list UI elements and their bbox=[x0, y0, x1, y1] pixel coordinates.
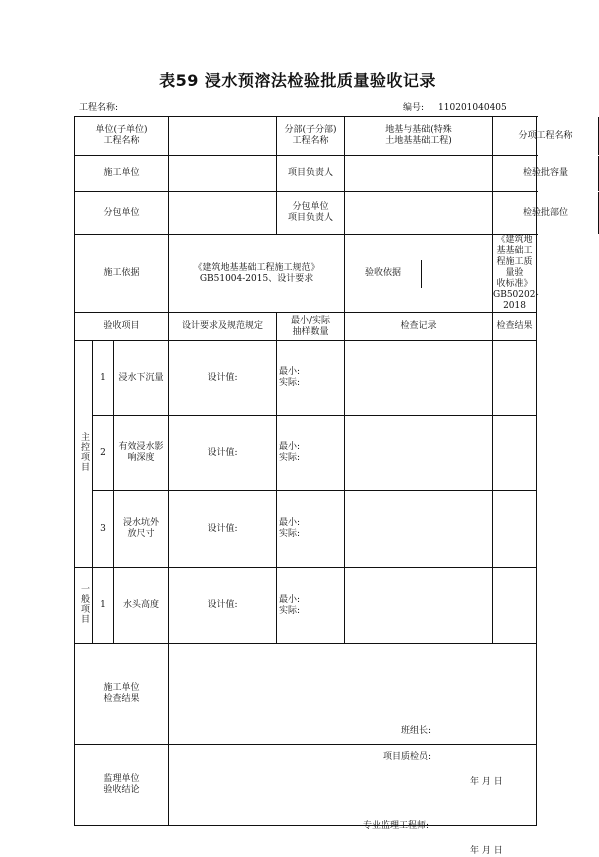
constructor-label: 施工单位 bbox=[75, 156, 169, 192]
col-requirement: 设计要求及规范规定 bbox=[169, 313, 277, 341]
subdivision-name-label: 分部(子分部) 工程名称 bbox=[277, 117, 345, 156]
item-name-cell bbox=[493, 117, 599, 155]
sample-count[interactable]: 最小: 实际: bbox=[277, 416, 345, 491]
code-value: 110201040405 bbox=[438, 103, 507, 113]
col-sample: 最小/实际 抽样数量 bbox=[277, 313, 345, 341]
sub-lead-value[interactable] bbox=[345, 192, 493, 235]
project-name-label: 工程名称: bbox=[79, 103, 119, 113]
supervision-date: 年 月 日 bbox=[470, 846, 503, 856]
unit-name-value[interactable] bbox=[169, 117, 277, 156]
main-control-label: 主控项目 bbox=[75, 341, 93, 568]
check-record[interactable] bbox=[345, 416, 493, 491]
row-item-name: 浸水下沉量 bbox=[114, 341, 169, 416]
info-row-basis bbox=[75, 235, 537, 313]
supervision-check-label: 监理单位 验收结论 bbox=[75, 745, 169, 826]
table-row bbox=[75, 491, 537, 568]
item-name-label: 分项工程名称 bbox=[493, 117, 599, 155]
row-number: 1 bbox=[93, 341, 114, 416]
batch-capacity-cell bbox=[493, 156, 599, 191]
project-lead-value[interactable] bbox=[345, 156, 493, 192]
info-row-unit bbox=[75, 117, 537, 156]
acceptance-basis-value bbox=[422, 260, 493, 288]
construction-check-label: 施工单位 检查结果 bbox=[75, 644, 169, 745]
construction-check-area[interactable] bbox=[169, 644, 537, 787]
table-row bbox=[75, 416, 537, 491]
col-item: 验收项目 bbox=[75, 313, 169, 341]
check-record[interactable] bbox=[345, 568, 493, 644]
design-value[interactable]: 设计值: bbox=[169, 491, 277, 568]
info-row-constructor bbox=[75, 156, 537, 192]
check-result[interactable] bbox=[493, 491, 537, 568]
batch-part-cell bbox=[493, 192, 599, 234]
sample-count[interactable]: 最小: 实际: bbox=[277, 341, 345, 416]
subcontractor-value[interactable] bbox=[169, 192, 277, 235]
check-result[interactable] bbox=[493, 568, 537, 644]
check-result[interactable] bbox=[493, 416, 537, 491]
basis-value: 《建筑地基基础工程施工规范》 GB51004-2015、设计要求 bbox=[169, 235, 345, 313]
supervision-check-row bbox=[75, 745, 537, 826]
acceptance-basis-value-text: 《建筑地基基础工程施工质量验 收标准》GB50202-2018 bbox=[493, 235, 539, 311]
acceptance-basis-label: 验收依据 bbox=[345, 260, 422, 288]
subdivision-name-value: 地基与基础(特殊 土地基基础工程) bbox=[345, 117, 493, 156]
page-title: 表59 浸水预溶法检验批质量验收记录 bbox=[159, 71, 436, 90]
project-lead-label: 项目负责人 bbox=[277, 156, 345, 192]
table-row bbox=[75, 341, 537, 416]
code-label: 编号: bbox=[403, 103, 425, 113]
row-item-name: 浸水坑外 放尺寸 bbox=[114, 491, 169, 568]
sample-count[interactable]: 最小: 实际: bbox=[277, 491, 345, 568]
batch-part-label: 检验批部位 bbox=[493, 192, 599, 234]
column-header-row bbox=[75, 313, 537, 341]
team-leader-label: 班组长: bbox=[401, 726, 432, 736]
subcontractor-label: 分包单位 bbox=[75, 192, 169, 235]
col-result: 检查结果 bbox=[493, 313, 537, 341]
check-record[interactable] bbox=[345, 491, 493, 568]
constructor-value[interactable] bbox=[169, 156, 277, 192]
general-label: 一般项目 bbox=[75, 568, 93, 644]
batch-capacity-label: 检验批容量 bbox=[493, 156, 599, 191]
sub-lead-label: 分包单位 项目负责人 bbox=[277, 192, 345, 235]
acceptance-record-form bbox=[74, 116, 573, 856]
basis-label: 施工依据 bbox=[75, 235, 169, 313]
record-code bbox=[403, 100, 507, 113]
row-number: 2 bbox=[93, 416, 114, 491]
acceptance-basis-label-cell bbox=[345, 260, 492, 288]
construction-date: 年 月 日 bbox=[470, 777, 503, 787]
design-value[interactable]: 设计值: bbox=[169, 341, 277, 416]
check-record[interactable] bbox=[345, 341, 493, 416]
sample-count[interactable]: 最小: 实际: bbox=[277, 568, 345, 644]
construction-check-row bbox=[75, 644, 537, 745]
row-number: 3 bbox=[93, 491, 114, 568]
unit-name-label: 单位(子单位) 工程名称 bbox=[75, 117, 169, 156]
col-record: 检查记录 bbox=[345, 313, 493, 341]
info-row-subcontractor bbox=[75, 192, 537, 235]
inspector-label: 项目质检员: bbox=[383, 752, 432, 762]
supervision-engineer-label: 专业监理工程师: bbox=[363, 821, 430, 831]
row-item-name: 水头高度 bbox=[114, 568, 169, 644]
table-row bbox=[75, 568, 537, 644]
check-result[interactable] bbox=[493, 341, 537, 416]
row-number: 1 bbox=[93, 568, 114, 644]
row-item-name: 有效浸水影 响深度 bbox=[114, 416, 169, 491]
design-value[interactable]: 设计值: bbox=[169, 416, 277, 491]
design-value[interactable]: 设计值: bbox=[169, 568, 277, 644]
